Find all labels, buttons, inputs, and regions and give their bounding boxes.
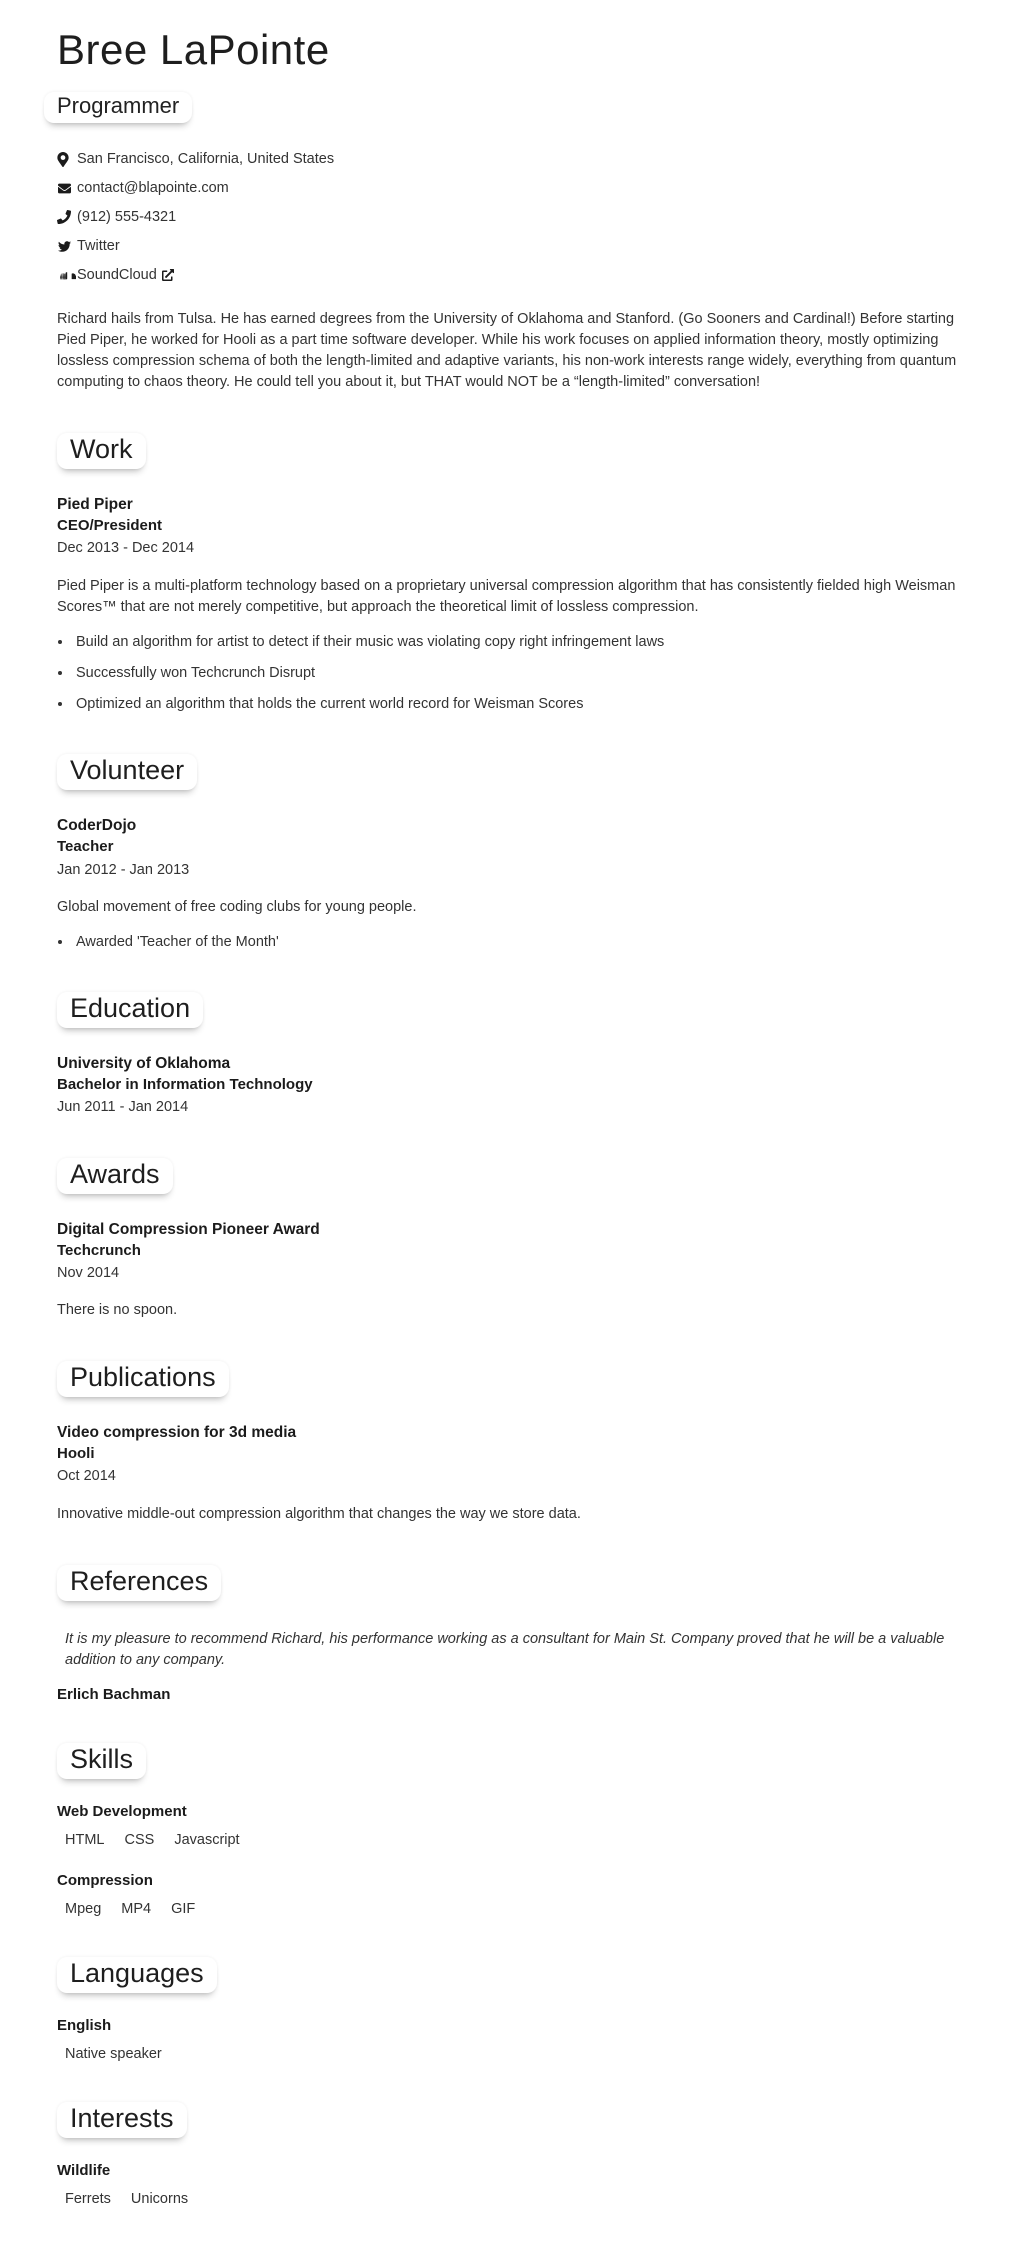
contact-email-link[interactable] xyxy=(57,180,229,196)
skill-group xyxy=(57,1803,968,1848)
reference-quote: It is my pleasure to recommend Richard, his performance working as a consultant for Main St. Company proved that he will be a valuable addition to any company. xyxy=(65,1630,945,1669)
skill-keyword: MP4 xyxy=(121,1901,152,1918)
section-heading-volunteer: Volunteer xyxy=(57,754,197,790)
section-heading-education: Education xyxy=(57,992,203,1028)
skill-keyword: Javascript xyxy=(174,1832,240,1849)
education-dates: Jun 2011 - Jan 2014 xyxy=(57,1099,189,1116)
external-link-icon xyxy=(162,269,174,281)
section-heading-references: References xyxy=(57,1565,221,1601)
contact-twitter-text: Twitter xyxy=(77,238,120,254)
skill-keyword: GIF xyxy=(171,1901,196,1918)
volunteer-summary: Global movement of free coding clubs for young people. xyxy=(57,898,417,915)
skill-group xyxy=(57,1872,968,1917)
work-company: Pied Piper xyxy=(57,496,133,514)
award-date: Nov 2014 xyxy=(57,1264,120,1281)
contact-phone-text: (912) 555-4321 xyxy=(77,209,177,225)
interest-group xyxy=(57,2162,968,2207)
work-position: CEO/President xyxy=(57,516,163,534)
section-heading-skills: Skills xyxy=(57,1743,146,1779)
section-awards xyxy=(57,1158,968,1321)
job-title: Programmer xyxy=(44,92,192,123)
publication-item xyxy=(57,1423,968,1524)
contact-list xyxy=(57,151,968,283)
section-interests xyxy=(57,2102,968,2207)
contact-phone-link[interactable] xyxy=(57,209,176,225)
language-group xyxy=(57,2017,968,2062)
section-languages xyxy=(57,1957,968,2062)
section-volunteer xyxy=(57,754,968,952)
work-dates: Dec 2013 - Dec 2014 xyxy=(57,540,195,557)
contact-email-text: contact@blapointe.com xyxy=(77,180,229,196)
contact-soundcloud-link[interactable] xyxy=(57,267,174,283)
contact-twitter xyxy=(57,238,968,254)
volunteer-position: Teacher xyxy=(57,838,114,856)
contact-soundcloud-text: SoundCloud xyxy=(77,267,157,283)
candidate-name: Bree LaPointe xyxy=(57,26,330,73)
section-references xyxy=(57,1565,968,1704)
skill-keyword: Mpeg xyxy=(65,1901,102,1918)
volunteer-highlight: • Awarded 'Teacher of the Month' xyxy=(73,932,968,952)
volunteer-highlights xyxy=(57,932,968,952)
skill-group-name: Compression xyxy=(57,1872,153,1890)
volunteer-organization: CoderDojo xyxy=(57,817,137,835)
work-highlight: • Optimized an algorithm that holds the current world record for Weisman Scores xyxy=(73,694,968,714)
section-heading-work: Work xyxy=(57,433,146,469)
work-summary: Pied Piper is a multi-platform technology based on a proprietary universal compression algorithm that has consistently fielded high Weisman Scores™ that are not merely competitive, but approach the theoretical limit of lossless compression. xyxy=(57,577,956,615)
contact-soundcloud xyxy=(57,267,968,283)
language-fluency: Native speaker xyxy=(65,2046,162,2063)
publication-publisher: Hooli xyxy=(57,1445,95,1463)
interest-keyword: Ferrets xyxy=(65,2191,111,2208)
soundcloud-icon xyxy=(57,268,77,283)
section-heading-awards: Awards xyxy=(57,1158,173,1194)
envelope-icon xyxy=(57,182,77,195)
award-item xyxy=(57,1220,968,1321)
contact-location-text: San Francisco, California, United States xyxy=(77,151,335,167)
contact-email xyxy=(57,180,968,196)
award-awarder: Techcrunch xyxy=(57,1241,141,1259)
resume-header xyxy=(57,26,968,123)
volunteer-dates: Jan 2012 - Jan 2013 xyxy=(57,861,190,878)
work-item xyxy=(57,495,968,714)
section-education xyxy=(57,992,968,1117)
language-fluency-row xyxy=(65,2046,968,2062)
skill-keyword: HTML xyxy=(65,1832,105,1849)
interest-keyword: Unicorns xyxy=(130,2191,189,2208)
volunteer-item xyxy=(57,816,968,952)
education-degree: Bachelor in Information Technology xyxy=(57,1076,313,1094)
interest-name: Wildlife xyxy=(57,2162,111,2180)
contact-phone xyxy=(57,209,968,225)
work-highlight: • Successfully won Techcrunch Disrupt xyxy=(73,663,968,683)
work-highlight: • Build an algorithm for artist to detect if their music was violating copy right infringement laws xyxy=(73,632,968,652)
contact-location xyxy=(57,151,968,167)
publication-summary: Innovative middle-out compression algorithm that changes the way we store data. xyxy=(57,1505,581,1522)
location-pin-icon xyxy=(57,152,77,167)
section-heading-languages: Languages xyxy=(57,1957,217,1993)
section-heading-interests: Interests xyxy=(57,2102,187,2138)
publication-name: Video compression for 3d media xyxy=(57,1424,297,1442)
skill-group-name: Web Development xyxy=(57,1803,187,1821)
section-heading-publications: Publications xyxy=(57,1361,229,1397)
reference-name: Erlich Bachman xyxy=(57,1686,171,1704)
award-title: Digital Compression Pioneer Award xyxy=(57,1220,320,1238)
section-skills xyxy=(57,1743,968,1917)
publication-date: Oct 2014 xyxy=(57,1468,116,1485)
contact-twitter-link[interactable] xyxy=(57,238,120,254)
award-summary: There is no spoon. xyxy=(57,1302,178,1319)
skill-keywords xyxy=(65,1901,968,1917)
language-name: English xyxy=(57,2017,112,2035)
interest-keywords xyxy=(65,2191,968,2207)
education-institution: University of Oklahoma xyxy=(57,1055,231,1073)
twitter-icon xyxy=(57,240,77,253)
section-publications xyxy=(57,1361,968,1524)
skill-keywords xyxy=(65,1832,968,1848)
work-highlights xyxy=(57,632,968,715)
phone-icon xyxy=(57,210,77,224)
education-item xyxy=(57,1054,968,1117)
candidate-summary: Richard hails from Tulsa. He has earned degrees from the University of Oklahoma and Stanford. (Go Sooners and Cardinal!) Before starting Pied Piper, he worked for Hooli as a part time software developer. While his work focuses on applied information theory, mostly optimizing lossless compression schema of both the length-limited and adaptive variants, his non-work interests range widely, everything from quantum computing to chaos theory. He could tell you about it, but THAT would NOT be a “length-limited” conversation! xyxy=(57,311,957,391)
skill-keyword: CSS xyxy=(124,1832,155,1849)
section-work xyxy=(57,433,968,714)
